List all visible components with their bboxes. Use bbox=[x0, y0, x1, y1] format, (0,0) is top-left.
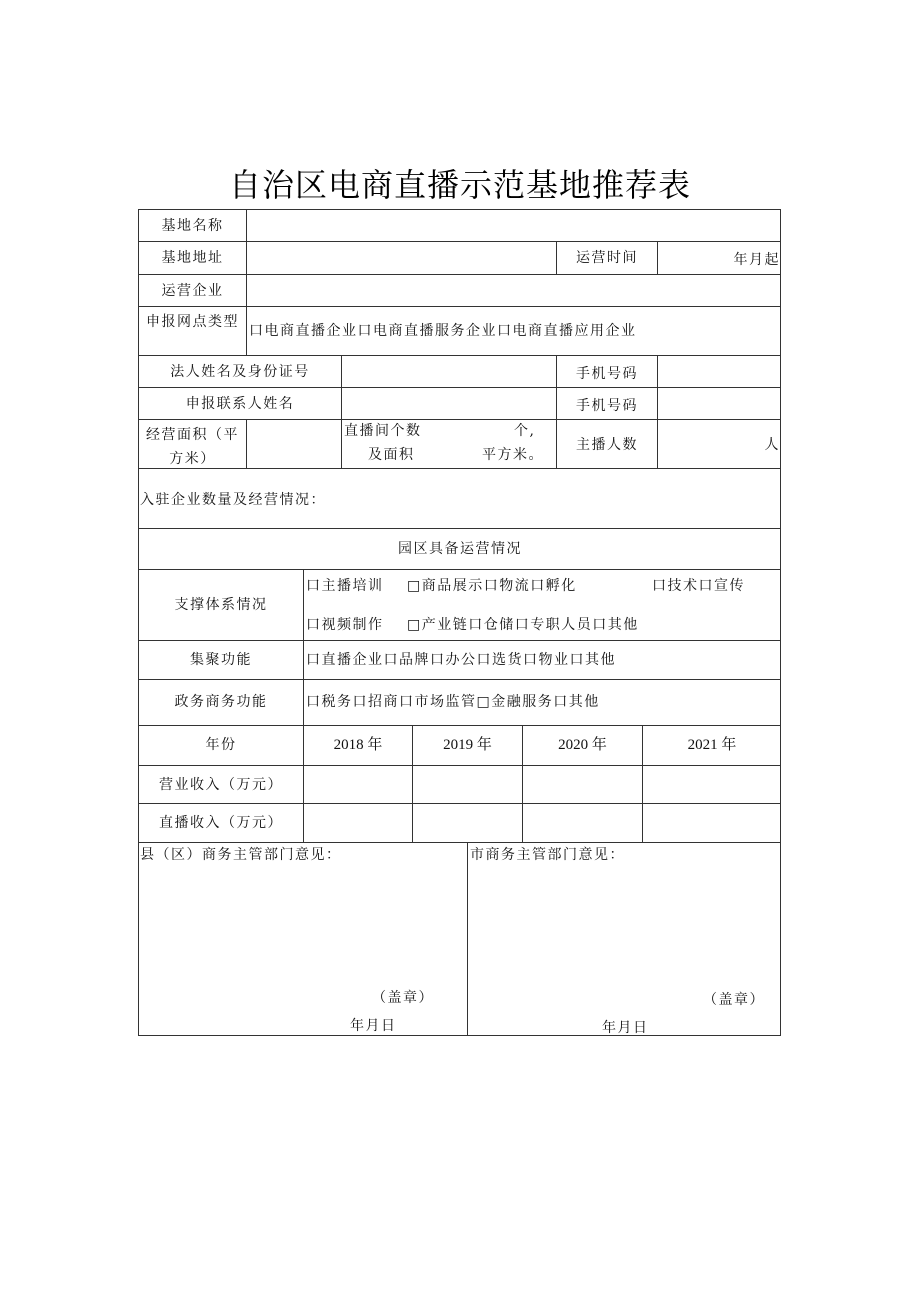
contact-person-label: 申报联系人姓名 bbox=[185, 396, 295, 412]
operation-time-field[interactable]: 年月起 bbox=[733, 252, 780, 268]
live-revenue-label: 直播收入（万元） bbox=[159, 815, 283, 831]
live-revenue-2020-field[interactable] bbox=[523, 804, 642, 842]
year-2020: 2020 年 bbox=[558, 737, 607, 753]
year-2018: 2018 年 bbox=[333, 737, 383, 753]
anchor-count-label: 主播人数 bbox=[576, 437, 638, 453]
city-seal: （盖章） bbox=[703, 992, 765, 1008]
operation-time-label: 运营时间 bbox=[576, 250, 638, 266]
support-option-video[interactable]: 口视频制作 bbox=[306, 617, 384, 633]
live-revenue-2019-field[interactable] bbox=[413, 804, 522, 842]
cluster-label: 集聚功能 bbox=[190, 652, 252, 668]
live-revenue-2021-field[interactable] bbox=[643, 804, 780, 842]
contact-person-field[interactable] bbox=[342, 388, 556, 419]
operating-company-field[interactable] bbox=[247, 275, 780, 306]
live-revenue-2018-field[interactable] bbox=[304, 804, 412, 842]
base-address-field[interactable] bbox=[247, 242, 556, 274]
base-address-label: 基地地址 bbox=[161, 250, 224, 266]
anchor-count-field[interactable]: 人 bbox=[764, 437, 780, 453]
revenue-2020-field[interactable] bbox=[523, 766, 642, 803]
county-opinion-label: 县（区）商务主管部门意见： bbox=[140, 847, 342, 863]
area-label-line2: 方米） bbox=[169, 451, 216, 467]
enterprises-label: 入驻企业数量及经营情况： bbox=[140, 492, 326, 508]
phone-field[interactable] bbox=[658, 356, 780, 387]
gov-business-label: 政务商务功能 bbox=[174, 694, 268, 710]
revenue-2021-field[interactable] bbox=[643, 766, 780, 803]
base-name-field[interactable] bbox=[247, 210, 780, 241]
area-label-line1: 经营面积（平 bbox=[146, 427, 239, 443]
report-type-options[interactable]: 口电商直播企业口电商直播服务企业口电商直播应用企业 bbox=[249, 323, 637, 339]
year-label: 年份 bbox=[205, 737, 237, 753]
support-option-chain[interactable]: □产业链口仓储口专职人员口其他 bbox=[407, 617, 639, 633]
phone2-field[interactable] bbox=[658, 388, 780, 419]
phone2-label: 手机号码 bbox=[576, 398, 638, 414]
year-2021: 2021 年 bbox=[687, 737, 737, 753]
operating-company-label: 运营企业 bbox=[161, 283, 224, 299]
phone-label: 手机号码 bbox=[576, 366, 638, 382]
report-type-label: 申报网点类型 bbox=[146, 314, 239, 330]
gov-options[interactable]: 口税务口招商口市场监管□金融服务口其他 bbox=[306, 694, 600, 710]
county-date: 年月日 bbox=[350, 1018, 397, 1034]
legal-person-label: 法人姓名及身份证号 bbox=[170, 364, 310, 380]
area-field[interactable] bbox=[247, 420, 341, 468]
room-area-label: 及面积 bbox=[368, 447, 415, 463]
legal-person-field[interactable] bbox=[342, 356, 556, 387]
room-area-unit: 平方米。 bbox=[482, 447, 544, 463]
revenue-label: 营业收入（万元） bbox=[159, 777, 283, 793]
support-option-tech[interactable]: 口技术口宣传 bbox=[652, 578, 745, 594]
support-option-display[interactable]: □商品展示口物流口孵化 bbox=[407, 578, 577, 594]
support-option-training[interactable]: 口主播培训 bbox=[306, 578, 384, 594]
base-name-label: 基地名称 bbox=[161, 218, 224, 234]
room-count-unit: 个, bbox=[514, 423, 536, 439]
county-seal: （盖章） bbox=[372, 990, 434, 1006]
support-system-label: 支撑体系情况 bbox=[174, 597, 268, 613]
revenue-2018-field[interactable] bbox=[304, 766, 412, 803]
park-operation-heading: 园区具备运营情况 bbox=[398, 541, 522, 557]
year-2019: 2019 年 bbox=[443, 737, 492, 753]
page-title: 自治区电商直播示范基地推荐表 bbox=[228, 166, 691, 204]
cluster-options[interactable]: 口直播企业口品牌口办公口选货口物业口其他 bbox=[306, 652, 616, 668]
room-count-label: 直播间个数 bbox=[344, 423, 422, 439]
revenue-2019-field[interactable] bbox=[413, 766, 522, 803]
city-date: 年月日 bbox=[602, 1020, 649, 1036]
city-opinion-label: 市商务主管部门意见： bbox=[470, 847, 625, 863]
